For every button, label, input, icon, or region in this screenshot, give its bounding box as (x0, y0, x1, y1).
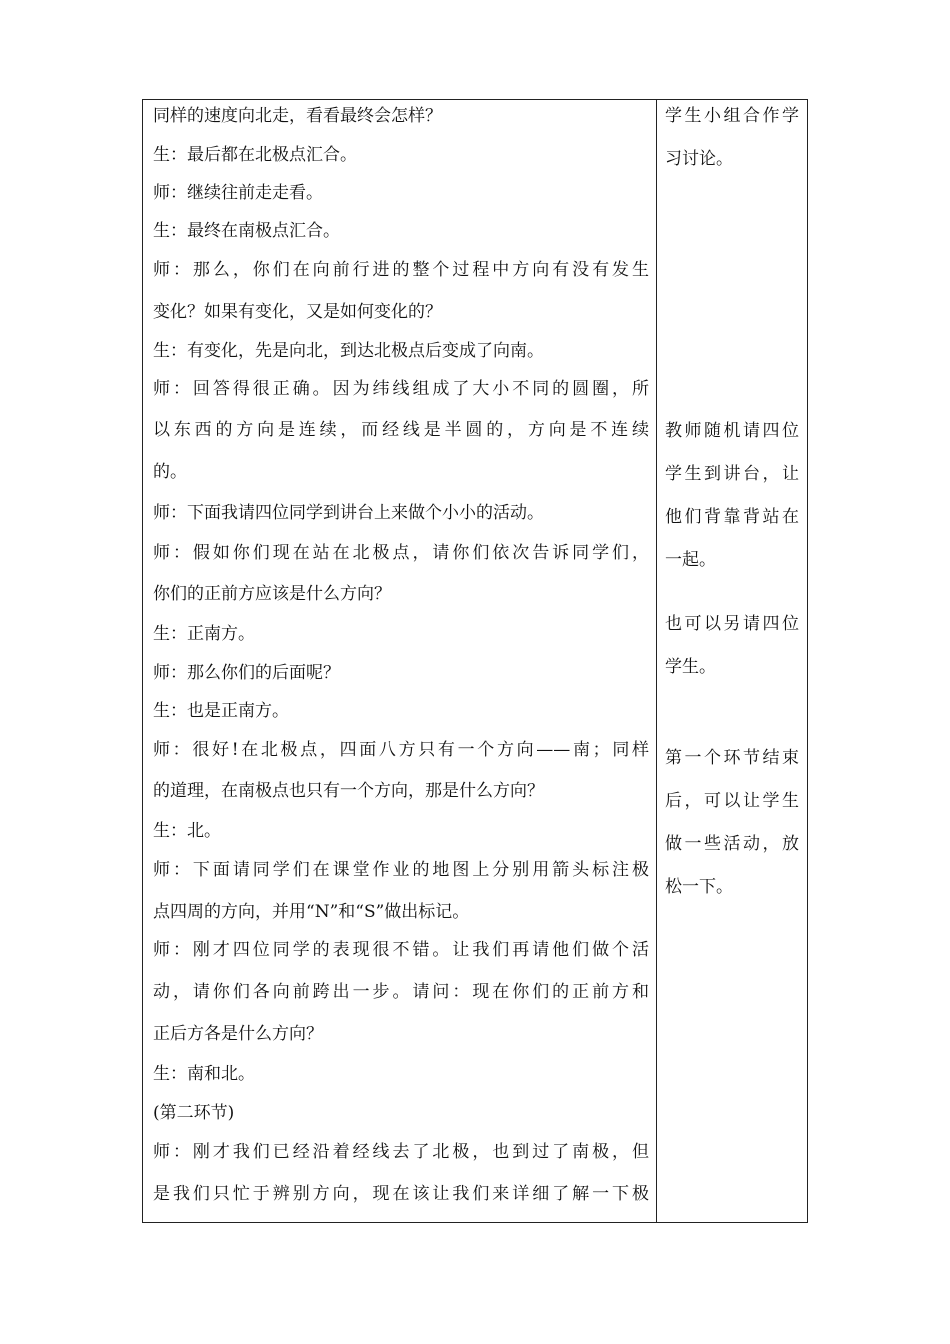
note-line: 学生。 (665, 657, 716, 677)
dialogue-line: 是我们只忙于辨别方向，现在该让我们来详细了解一下极 (153, 1184, 649, 1204)
note-line: 后，可以让学生 (665, 791, 799, 811)
dialogue-line: 师：很好!在北极点，四面八方只有一个方向——南；同样 (153, 740, 649, 760)
dialogue-line: 动，请你们各向前跨出一步。请问：现在你们的正前方和 (153, 982, 649, 1002)
dialogue-line: 你们的正前方应该是什么方向？ (153, 584, 391, 604)
dialogue-line: 生：正南方。 (153, 624, 255, 644)
dialogue-line: 生：也是正南方。 (153, 701, 289, 721)
dialogue-line: 生：有变化，先是向北，到达北极点后变成了向南。 (153, 341, 544, 361)
dialogue-line: 的道理，在南极点也只有一个方向，那是什么方向？ (153, 781, 544, 801)
dialogue-line: 师：下面请同学们在课堂作业的地图上分别用箭头标注极 (153, 860, 649, 880)
note-line: 第一个环节结束 (665, 748, 799, 768)
dialogue-line: 变化？如果有变化，又是如何变化的？ (153, 302, 442, 322)
note-line: 学生到讲台，让 (665, 464, 799, 484)
note-line: 也可以另请四位 (665, 614, 799, 634)
column-divider (656, 100, 657, 1222)
note-line: 一起。 (665, 550, 716, 570)
dialogue-line: 正后方各是什么方向？ (153, 1024, 323, 1044)
section-label: (第二环节) (153, 1103, 235, 1123)
note-line: 习讨论。 (665, 149, 733, 169)
lesson-table (142, 99, 808, 1223)
dialogue-line: 点四周的方向，并用“N”和“S”做出标记。 (153, 902, 470, 922)
dialogue-line: 师：下面我请四位同学到讲台上来做个小小的活动。 (153, 503, 544, 523)
dialogue-line: 以东西的方向是连续，而经线是半圆的，方向是不连续 (153, 420, 649, 440)
dialogue-line: 生：北。 (153, 821, 221, 841)
dialogue-line: 师：假如你们现在站在北极点，请你们依次告诉同学们， (153, 543, 649, 563)
dialogue-line: 生：南和北。 (153, 1064, 255, 1084)
note-line: 教师随机请四位 (665, 421, 799, 441)
dialogue-line: 师：刚才我们已经沿着经线去了北极，也到过了南极，但 (153, 1142, 649, 1162)
dialogue-line: 师：继续往前走走看。 (153, 183, 323, 203)
dialogue-line: 的。 (153, 462, 187, 482)
note-line: 做一些活动，放 (665, 834, 799, 854)
dialogue-line: 生：最终在南极点汇合。 (153, 221, 340, 241)
dialogue-line: 生：最后都在北极点汇合。 (153, 145, 357, 165)
dialogue-line: 师：那么你们的后面呢？ (153, 663, 340, 683)
note-line: 他们背靠背站在 (665, 507, 799, 527)
note-line: 松一下。 (665, 877, 733, 897)
dialogue-line: 同样的速度向北走，看看最终会怎样？ (153, 106, 442, 126)
note-line: 学生小组合作学 (665, 106, 799, 126)
dialogue-line: 师：回答得很正确。因为纬线组成了大小不同的圆圈，所 (153, 379, 649, 399)
dialogue-line: 师：刚才四位同学的表现很不错。让我们再请他们做个活 (153, 940, 649, 960)
dialogue-line: 师：那么，你们在向前行进的整个过程中方向有没有发生 (153, 260, 649, 280)
